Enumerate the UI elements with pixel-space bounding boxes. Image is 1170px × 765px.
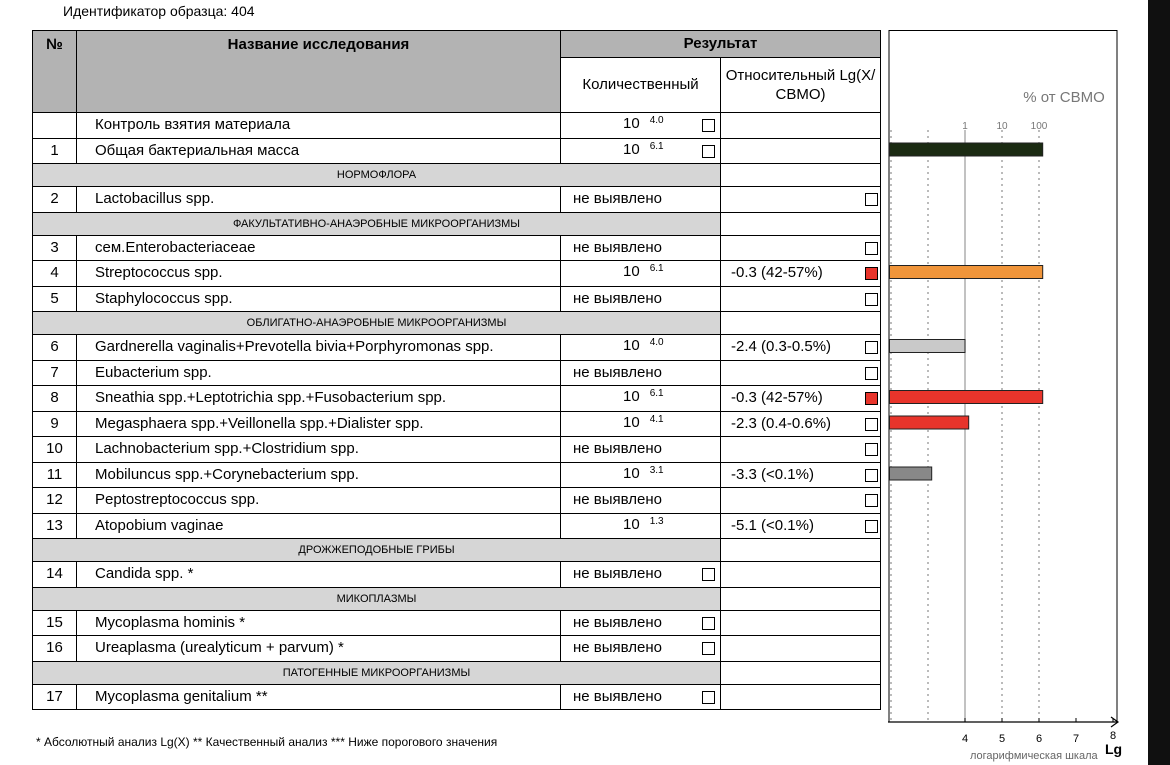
table-row xyxy=(33,286,881,312)
quantitative-cell xyxy=(561,513,721,539)
table-row xyxy=(33,562,881,588)
section-row xyxy=(33,164,881,187)
section-row xyxy=(33,539,881,562)
num-header: № xyxy=(33,31,77,113)
relative-value: -2.4 (0.3-0.5%) xyxy=(731,338,832,356)
checkbox[interactable] xyxy=(702,145,715,158)
test-name: Sneathia spp.+Leptotrichia spp.+Fusobacterium spp. xyxy=(77,386,561,412)
qty-base: 10 xyxy=(623,413,640,431)
checkbox[interactable] xyxy=(702,119,715,132)
table-row xyxy=(33,411,881,437)
test-name: Candida spp. * xyxy=(77,562,561,588)
test-name: Mycoplasma hominis * xyxy=(77,610,561,636)
section-blank xyxy=(721,212,881,235)
quantitative-cell xyxy=(561,411,721,437)
table-row xyxy=(33,113,881,139)
section-row xyxy=(33,212,881,235)
row-number: 10 xyxy=(33,437,77,463)
section-label: ОБЛИГАТНО-АНАЭРОБНЫЕ МИКРООРГАНИЗМЫ xyxy=(33,312,721,335)
checkbox[interactable] xyxy=(702,642,715,655)
checkbox[interactable] xyxy=(865,494,878,507)
quantitative-cell xyxy=(561,138,721,164)
relative-cell xyxy=(721,513,881,539)
quantitative-header: Количественный xyxy=(561,58,721,113)
table-row xyxy=(33,335,881,361)
row-number: 6 xyxy=(33,335,77,361)
chart-bar xyxy=(890,391,1043,404)
top-tick-label: 1 xyxy=(962,121,968,132)
checkbox[interactable] xyxy=(865,341,878,354)
section-row xyxy=(33,661,881,684)
quantitative-cell xyxy=(561,636,721,662)
relative-cell xyxy=(721,488,881,514)
qualitative-result: не выявлено xyxy=(573,639,663,657)
table-row xyxy=(33,636,881,662)
test-name: Mycoplasma genitalium ** xyxy=(77,684,561,710)
table-row xyxy=(33,235,881,261)
row-number: 4 xyxy=(33,261,77,287)
test-name: Lachnobacterium spp.+Clostridium spp. xyxy=(77,437,561,463)
sample-id: Идентификатор образца: 404 xyxy=(63,3,255,19)
qualitative-result: не выявлено xyxy=(573,491,663,509)
relative-value: -3.3 (<0.1%) xyxy=(731,465,814,483)
relative-value: -0.3 (42-57%) xyxy=(731,264,823,282)
qty-base: 10 xyxy=(623,263,640,281)
quantitative-cell xyxy=(561,113,721,139)
quantitative-cell xyxy=(561,360,721,386)
test-name: Megasphaera spp.+Veillonella spp.+Dialister spp. xyxy=(77,411,561,437)
section-blank xyxy=(721,587,881,610)
relative-cell xyxy=(721,386,881,412)
qty-exponent: 4.0 xyxy=(649,115,664,127)
relative-header: Относительный Lg(X/СВМО) xyxy=(721,58,881,113)
quantitative-cell xyxy=(561,488,721,514)
relative-value: -5.1 (<0.1%) xyxy=(731,516,814,534)
x-tick-label: 4 xyxy=(961,733,969,745)
checkbox[interactable] xyxy=(865,469,878,482)
table-row xyxy=(33,187,881,213)
qualitative-result: не выявлено xyxy=(573,613,663,631)
row-number: 14 xyxy=(33,562,77,588)
chart-x-axis xyxy=(880,712,1148,765)
section-label: ПАТОГЕННЫЕ МИКРООРГАНИЗМЫ xyxy=(33,661,721,684)
section-blank xyxy=(721,312,881,335)
test-name: Общая бактериальная масса xyxy=(77,138,561,164)
quantitative-cell xyxy=(561,335,721,361)
relative-cell xyxy=(721,113,881,139)
row-number: 2 xyxy=(33,187,77,213)
table-row xyxy=(33,462,881,488)
test-name: сем.Enterobacteriaceae xyxy=(77,235,561,261)
table-row xyxy=(33,437,881,463)
relative-cell xyxy=(721,636,881,662)
test-name: Ureaplasma (urealyticum + parvum) * xyxy=(77,636,561,662)
qty-base: 10 xyxy=(623,115,640,133)
relative-chart xyxy=(888,30,1118,722)
row-number: 1 xyxy=(33,138,77,164)
checkbox[interactable] xyxy=(702,617,715,630)
row-number: 3 xyxy=(33,235,77,261)
table-row xyxy=(33,684,881,710)
qty-exponent: 1.3 xyxy=(649,515,664,527)
x-tick-label: 5 xyxy=(998,733,1006,745)
row-number: 15 xyxy=(33,610,77,636)
chart-bar xyxy=(890,467,932,480)
checkbox[interactable] xyxy=(865,520,878,533)
table-row xyxy=(33,386,881,412)
row-number: 11 xyxy=(33,462,77,488)
checkbox[interactable] xyxy=(865,242,878,255)
footnote: * Абсолютный анализ Lg(X) ** Качественный анализ *** Ниже порогового значения xyxy=(36,735,498,749)
section-label: ФАКУЛЬТАТИВНО-АНАЭРОБНЫЕ МИКРООРГАНИЗМЫ xyxy=(33,212,721,235)
row-number: 17 xyxy=(33,684,77,710)
checkbox[interactable] xyxy=(865,443,878,456)
row-number: 12 xyxy=(33,488,77,514)
qty-base: 10 xyxy=(623,337,640,355)
checkbox[interactable] xyxy=(702,568,715,581)
test-name: Gardnerella vaginalis+Prevotella bivia+Porphyromonas spp. xyxy=(77,335,561,361)
checkbox[interactable] xyxy=(865,367,878,380)
qty-exponent: 4.1 xyxy=(649,413,664,425)
qty-base: 10 xyxy=(623,388,640,406)
table-row xyxy=(33,488,881,514)
quantitative-cell xyxy=(561,386,721,412)
table-row xyxy=(33,610,881,636)
top-tick-label: 100 xyxy=(1030,121,1048,132)
qualitative-result: не выявлено xyxy=(573,565,663,583)
relative-cell xyxy=(721,684,881,710)
qualitative-result: не выявлено xyxy=(573,289,663,307)
row-number: 16 xyxy=(33,636,77,662)
relative-cell xyxy=(721,411,881,437)
x-tick-label: 8 xyxy=(1109,730,1117,742)
table-row xyxy=(33,261,881,287)
relative-cell xyxy=(721,462,881,488)
test-name: Streptococcus spp. xyxy=(77,261,561,287)
quantitative-cell xyxy=(561,235,721,261)
results-table xyxy=(32,30,881,710)
x-tick-label: 6 xyxy=(1035,733,1043,745)
chart-bar xyxy=(890,266,1043,279)
flag-red-checkbox[interactable] xyxy=(865,392,878,405)
table-row xyxy=(33,360,881,386)
qty-base: 10 xyxy=(623,515,640,533)
row-number: 5 xyxy=(33,286,77,312)
test-name: Staphylococcus spp. xyxy=(77,286,561,312)
quantitative-cell xyxy=(561,437,721,463)
qty-base: 10 xyxy=(623,140,640,158)
row-number xyxy=(33,113,77,139)
test-name: Mobiluncus spp.+Corynebacterium spp. xyxy=(77,462,561,488)
section-row xyxy=(33,587,881,610)
qty-exponent: 6.1 xyxy=(649,140,664,152)
section-label: НОРМОФЛОРА xyxy=(33,164,721,187)
section-label: МИКОПЛАЗМЫ xyxy=(33,587,721,610)
quantitative-cell xyxy=(561,684,721,710)
qty-exponent: 6.1 xyxy=(649,388,664,400)
row-number: 7 xyxy=(33,360,77,386)
relative-cell xyxy=(721,286,881,312)
x-axis-unit: Lg xyxy=(1105,741,1123,757)
section-blank xyxy=(721,164,881,187)
chart-bar xyxy=(890,143,1043,156)
qualitative-result: не выявлено xyxy=(573,363,663,381)
test-name: Atopobium vaginae xyxy=(77,513,561,539)
qty-exponent: 4.0 xyxy=(649,337,664,349)
relative-cell xyxy=(721,138,881,164)
relative-cell xyxy=(721,437,881,463)
test-name: Eubacterium spp. xyxy=(77,360,561,386)
x-tick-label: 7 xyxy=(1072,733,1080,745)
relative-value: -0.3 (42-57%) xyxy=(731,389,823,407)
row-number: 8 xyxy=(33,386,77,412)
relative-value: -2.3 (0.4-0.6%) xyxy=(731,414,832,432)
qty-exponent: 3.1 xyxy=(649,464,664,476)
relative-cell xyxy=(721,360,881,386)
quantitative-cell xyxy=(561,187,721,213)
qty-base: 10 xyxy=(623,464,640,482)
result-header: Результат xyxy=(561,31,881,58)
section-blank xyxy=(721,539,881,562)
quantitative-cell xyxy=(561,462,721,488)
relative-cell xyxy=(721,187,881,213)
qty-exponent: 6.1 xyxy=(649,263,664,275)
checkbox[interactable] xyxy=(865,193,878,206)
qualitative-result: не выявлено xyxy=(573,190,663,208)
chart-bar xyxy=(890,340,966,353)
row-number: 9 xyxy=(33,411,77,437)
relative-cell xyxy=(721,261,881,287)
name-header: Название исследования xyxy=(77,31,561,113)
table-row xyxy=(33,513,881,539)
x-axis-label: логарифмическая шкала xyxy=(970,750,1098,762)
qualitative-result: не выявлено xyxy=(573,238,663,256)
quantitative-cell xyxy=(561,562,721,588)
relative-cell xyxy=(721,610,881,636)
quantitative-cell xyxy=(561,610,721,636)
table-row xyxy=(33,138,881,164)
chart-frame xyxy=(889,31,1117,723)
section-blank xyxy=(721,661,881,684)
qualitative-result: не выявлено xyxy=(573,440,663,458)
checkbox[interactable] xyxy=(702,691,715,704)
quantitative-cell xyxy=(561,261,721,287)
relative-cell xyxy=(721,235,881,261)
top-tick-label: 10 xyxy=(996,121,1008,132)
results-body xyxy=(33,113,881,710)
checkbox[interactable] xyxy=(865,293,878,306)
chart-bar xyxy=(890,416,969,429)
test-name: Контроль взятия материала xyxy=(77,113,561,139)
flag-red-checkbox[interactable] xyxy=(865,267,878,280)
section-row xyxy=(33,312,881,335)
section-label: ДРОЖЖЕПОДОБНЫЕ ГРИБЫ xyxy=(33,539,721,562)
qualitative-result: не выявлено xyxy=(573,687,663,705)
window-edge xyxy=(1148,0,1170,765)
quantitative-cell xyxy=(561,286,721,312)
test-name: Peptostreptococcus spp. xyxy=(77,488,561,514)
checkbox[interactable] xyxy=(865,418,878,431)
relative-cell xyxy=(721,335,881,361)
chart-title: % от СВМО xyxy=(1023,89,1105,106)
row-number: 13 xyxy=(33,513,77,539)
relative-cell xyxy=(721,562,881,588)
test-name: Lactobacillus spp. xyxy=(77,187,561,213)
